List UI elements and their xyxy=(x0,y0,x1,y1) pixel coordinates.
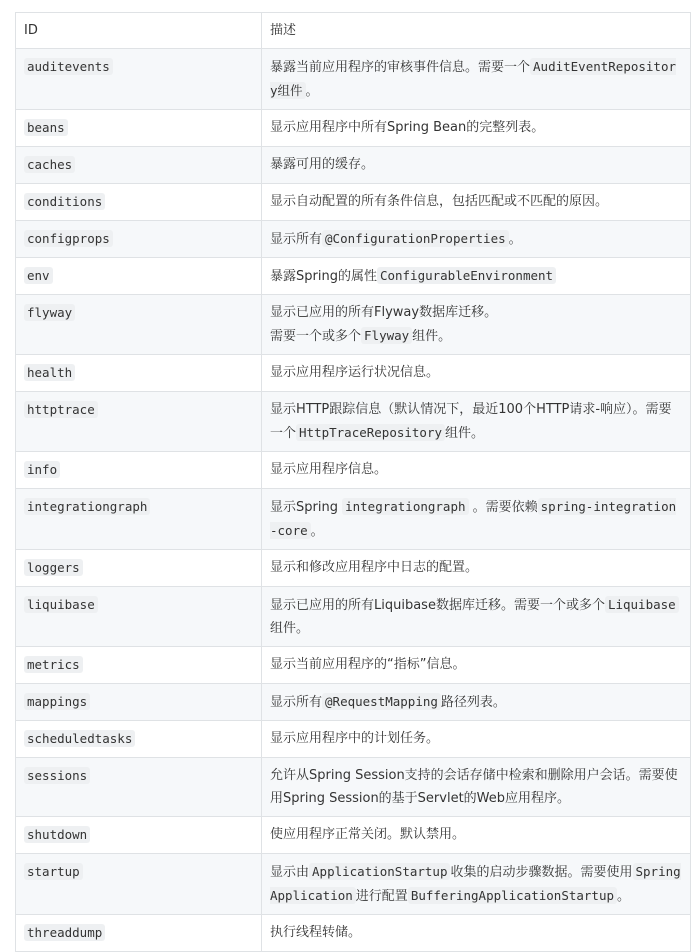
description-text: 路径列表。 xyxy=(440,695,506,710)
description-text: 暴露当前应用程序的审核事件信息。需要一个 xyxy=(270,60,531,75)
endpoint-id: mappings xyxy=(24,693,90,710)
description-text: 显示HTTP跟踪信息（默认情况下，最近100个HTTP请求-响应）。需要一个 xyxy=(270,402,672,441)
endpoint-description xyxy=(262,817,691,854)
description-text: 组件。 xyxy=(270,621,310,636)
endpoint-id: shutdown xyxy=(24,826,90,843)
table-row xyxy=(16,221,691,258)
endpoint-id: loggers xyxy=(24,559,83,576)
description-text: 暴露可用的缓存。 xyxy=(270,157,375,172)
description-text: 允许从Spring Session支持的会话存储中检索和删除用户会话。需要使用Spring Session的基于Servlet的Web应用程序。 xyxy=(270,768,678,806)
header-row xyxy=(16,13,691,49)
endpoint-id-cell xyxy=(16,49,262,110)
endpoint-description xyxy=(262,295,691,355)
table-row xyxy=(16,647,691,684)
table-row xyxy=(16,355,691,392)
endpoint-description xyxy=(262,647,691,684)
table-row xyxy=(16,587,691,647)
table-row xyxy=(16,550,691,587)
description-text: 显示Spring xyxy=(270,500,343,515)
description-text: 。 xyxy=(508,232,522,247)
description-text: 显示已应用的所有Flyway数据库迁移。 xyxy=(270,305,498,320)
endpoint-description xyxy=(262,550,691,587)
endpoint-id-cell xyxy=(16,550,262,587)
endpoint-description xyxy=(262,184,691,221)
endpoint-id-cell xyxy=(16,647,262,684)
description-text: 显示应用程序运行状况信息。 xyxy=(270,365,440,380)
endpoint-id-cell xyxy=(16,258,262,295)
table-body xyxy=(16,49,691,952)
endpoint-description xyxy=(262,684,691,721)
endpoints-table xyxy=(15,12,691,952)
endpoint-id: configprops xyxy=(24,230,113,247)
endpoint-description xyxy=(262,758,691,817)
description-text: 显示当前应用程序的“指标”信息。 xyxy=(270,657,466,672)
inline-code: AuditEventRepository组件 xyxy=(270,59,677,98)
inline-code: BufferingApplicationStartup xyxy=(408,887,617,904)
endpoint-id: liquibase xyxy=(24,596,98,613)
table-header xyxy=(16,13,691,49)
endpoint-description xyxy=(262,392,691,452)
endpoint-id: startup xyxy=(24,863,83,880)
endpoint-id: flyway xyxy=(24,304,75,321)
table-row xyxy=(16,110,691,147)
table-row xyxy=(16,452,691,489)
endpoint-description xyxy=(262,587,691,647)
inline-code: Flyway xyxy=(361,327,412,344)
table-row xyxy=(16,392,691,452)
endpoint-id-cell xyxy=(16,684,262,721)
endpoint-id-cell xyxy=(16,817,262,854)
description-text: 显示和修改应用程序中日志的配置。 xyxy=(270,560,479,575)
endpoint-id-cell xyxy=(16,184,262,221)
inline-code: @RequestMapping xyxy=(322,693,441,710)
description-text: 显示所有 xyxy=(270,695,323,710)
table-row xyxy=(16,295,691,355)
endpoint-id-cell xyxy=(16,221,262,258)
description-text: 组件。 xyxy=(445,426,485,441)
endpoint-id-cell xyxy=(16,758,262,817)
endpoint-id-cell xyxy=(16,587,262,647)
table-row xyxy=(16,489,691,550)
endpoint-description xyxy=(262,721,691,758)
endpoint-description xyxy=(262,110,691,147)
endpoint-id-cell xyxy=(16,854,262,915)
description-text: 需要一个或多个 xyxy=(270,329,362,344)
endpoint-description xyxy=(262,258,691,295)
endpoint-id: httptrace xyxy=(24,401,98,418)
description-text: 使应用程序正常关闭。默认禁用。 xyxy=(270,827,466,842)
endpoint-id: integrationgraph xyxy=(24,498,150,515)
endpoint-id: caches xyxy=(24,156,75,173)
endpoint-description xyxy=(262,452,691,489)
table-row xyxy=(16,915,691,952)
endpoint-id: beans xyxy=(24,119,68,136)
table-row xyxy=(16,258,691,295)
table-row xyxy=(16,684,691,721)
description-text: 组件。 xyxy=(412,329,452,344)
inline-code: Liquibase xyxy=(605,596,679,613)
endpoint-description xyxy=(262,147,691,184)
table-row xyxy=(16,184,691,221)
endpoint-id: metrics xyxy=(24,656,83,673)
endpoint-id-cell xyxy=(16,915,262,952)
description-text: 。 xyxy=(305,84,319,99)
description-text: 。 xyxy=(617,889,631,904)
endpoint-description xyxy=(262,489,691,550)
endpoint-description xyxy=(262,355,691,392)
table-row xyxy=(16,758,691,817)
endpoint-id: threaddump xyxy=(24,924,105,941)
table-row xyxy=(16,817,691,854)
endpoint-id: env xyxy=(24,267,53,284)
description-text: 收集的启动步骤数据。需要使用 xyxy=(450,865,633,880)
header-description: 描述 xyxy=(262,13,691,49)
endpoint-id: health xyxy=(24,364,75,381)
endpoint-id-cell xyxy=(16,721,262,758)
table-row xyxy=(16,147,691,184)
endpoint-description xyxy=(262,915,691,952)
table-row xyxy=(16,49,691,110)
description-text: 显示应用程序中所有Spring Bean的完整列表。 xyxy=(270,120,545,135)
endpoint-id-cell xyxy=(16,147,262,184)
description-text: 显示应用程序中的计划任务。 xyxy=(270,731,440,746)
description-text: 显示自动配置的所有条件信息，包括匹配或不匹配的原因。 xyxy=(270,194,609,209)
table-row xyxy=(16,854,691,915)
header-id: ID xyxy=(16,13,262,49)
inline-code: @ConfigurationProperties xyxy=(322,230,509,247)
endpoint-id: info xyxy=(24,461,60,478)
inline-code: SpringApplication xyxy=(270,864,681,903)
description-text: 显示已应用的所有Liquibase数据库迁移。需要一个或多个 xyxy=(270,598,605,613)
description-text: 暴露Spring的属性 xyxy=(270,269,377,284)
inline-code: HttpTraceRepository xyxy=(296,424,445,441)
description-text: 。需要依赖 xyxy=(468,500,538,515)
description-text: 显示应用程序信息。 xyxy=(270,462,388,477)
description-text: 显示所有 xyxy=(270,232,323,247)
endpoint-description xyxy=(262,49,691,110)
endpoint-id-cell xyxy=(16,489,262,550)
inline-code: spring-integration-core xyxy=(270,499,677,538)
endpoint-id-cell xyxy=(16,392,262,452)
endpoint-id: auditevents xyxy=(24,58,113,75)
description-text: 进行配置 xyxy=(355,889,408,904)
inline-code: ConfigurableEnvironment xyxy=(377,267,556,284)
description-text: 执行线程转储。 xyxy=(270,925,362,940)
inline-code: integrationgraph xyxy=(342,498,468,515)
endpoint-id-cell xyxy=(16,452,262,489)
endpoint-description xyxy=(262,854,691,915)
endpoint-id: sessions xyxy=(24,767,90,784)
description-text: 显示由 xyxy=(270,865,310,880)
endpoint-id: conditions xyxy=(24,193,105,210)
table-row xyxy=(16,721,691,758)
endpoint-id-cell xyxy=(16,355,262,392)
endpoint-id-cell xyxy=(16,110,262,147)
description-text: 。 xyxy=(310,524,324,539)
endpoint-id: scheduledtasks xyxy=(24,730,135,747)
endpoint-id-cell xyxy=(16,295,262,355)
inline-code: ApplicationStartup xyxy=(309,863,450,880)
endpoint-description xyxy=(262,221,691,258)
